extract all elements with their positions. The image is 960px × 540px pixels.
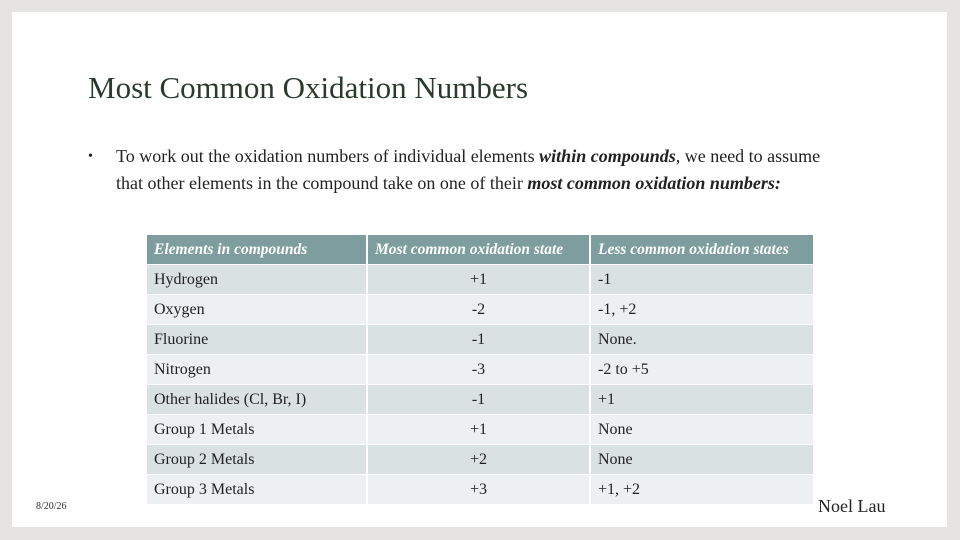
bullet-point xyxy=(88,143,848,197)
table-row xyxy=(147,325,813,355)
header-most-common: Most common oxidation state xyxy=(367,235,590,265)
most-common-cell: -3 xyxy=(367,355,590,385)
element-cell: Hydrogen xyxy=(147,265,367,295)
most-common-cell: +2 xyxy=(367,445,590,475)
table-header-row xyxy=(147,235,813,265)
less-common-cell: -1, +2 xyxy=(590,295,813,325)
slide xyxy=(12,12,947,527)
bullet-text-part-2: , we need to assume that other elements in the compound take on one of their xyxy=(116,146,821,193)
element-cell: Nitrogen xyxy=(147,355,367,385)
slide-title: Most Common Oxidation Numbers xyxy=(88,70,529,105)
most-common-cell: +1 xyxy=(367,265,590,295)
less-common-cell: -1 xyxy=(590,265,813,295)
oxidation-table xyxy=(147,235,813,504)
less-common-cell: +1 xyxy=(590,385,813,415)
most-common-cell: -2 xyxy=(367,295,590,325)
most-common-cell: +3 xyxy=(367,475,590,505)
less-common-cell: None xyxy=(590,445,813,475)
bullet-marker: • xyxy=(88,149,93,164)
header-less-common: Less common oxidation states xyxy=(590,235,813,265)
element-cell: Fluorine xyxy=(147,325,367,355)
element-cell: Group 1 Metals xyxy=(147,415,367,445)
bullet-emphasis-1: within compounds xyxy=(539,146,676,166)
bullet-emphasis-2: most common oxidation numbers: xyxy=(527,173,781,193)
bullet-text xyxy=(116,143,848,197)
less-common-cell: +1, +2 xyxy=(590,475,813,505)
most-common-cell: -1 xyxy=(367,385,590,415)
table-row xyxy=(147,475,813,505)
table-row xyxy=(147,415,813,445)
bullet-text-part-1: To work out the oxidation numbers of individual elements xyxy=(116,146,540,166)
header-elements: Elements in compounds xyxy=(147,235,367,265)
table-row xyxy=(147,295,813,325)
table-row xyxy=(147,385,813,415)
table-row xyxy=(147,355,813,385)
slide-author: Noel Lau xyxy=(818,496,886,516)
element-cell: Oxygen xyxy=(147,295,367,325)
less-common-cell: None. xyxy=(590,325,813,355)
most-common-cell: +1 xyxy=(367,415,590,445)
less-common-cell: None xyxy=(590,415,813,445)
table-row xyxy=(147,445,813,475)
table-row xyxy=(147,265,813,295)
less-common-cell: -2 to +5 xyxy=(590,355,813,385)
most-common-cell: -1 xyxy=(367,325,590,355)
slide-date: 8/20/26 xyxy=(36,501,67,512)
element-cell: Group 3 Metals xyxy=(147,475,367,505)
element-cell: Group 2 Metals xyxy=(147,445,367,475)
element-cell: Other halides (Cl, Br, I) xyxy=(147,385,367,415)
